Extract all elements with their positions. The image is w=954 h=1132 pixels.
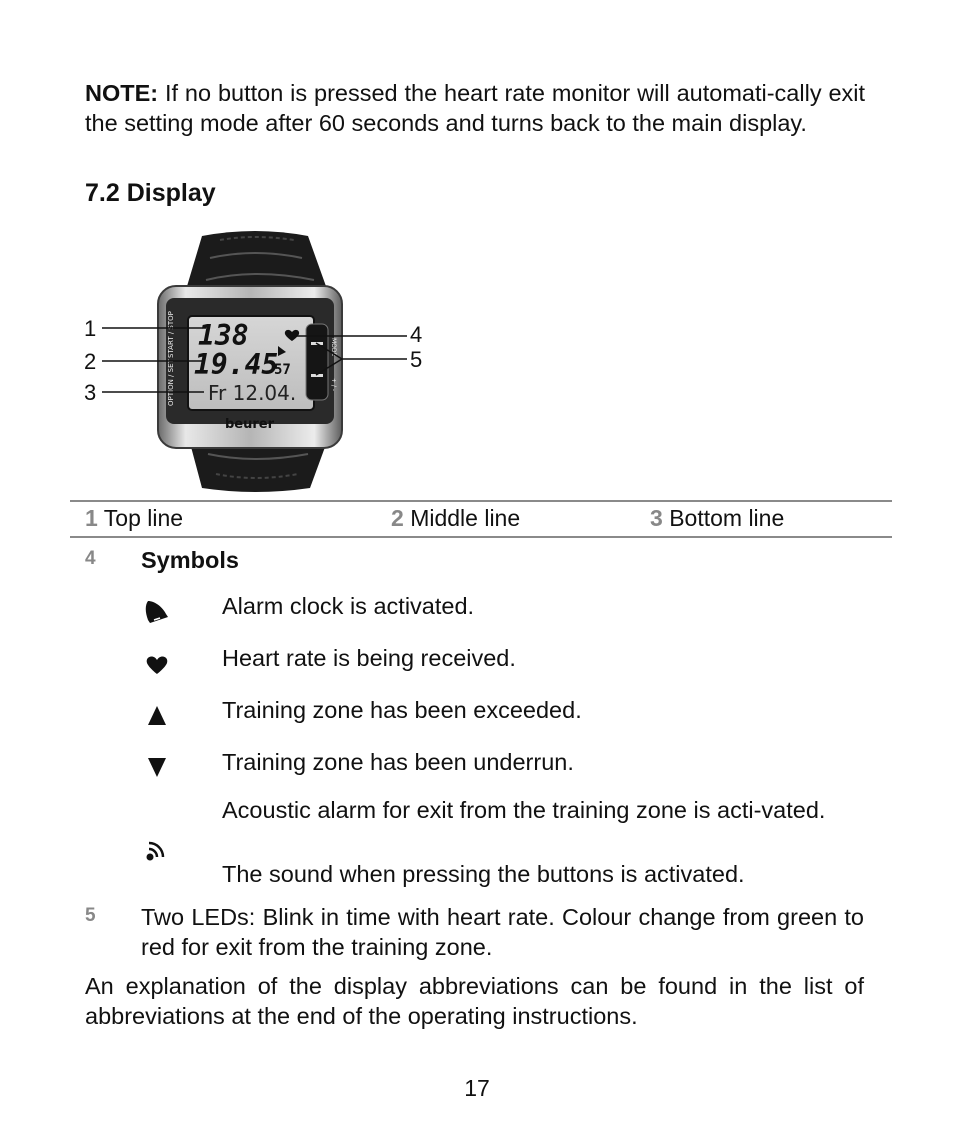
caption-label: Middle line [410,505,521,531]
footer-paragraph: An explanation of the display abbreviations can be found in the list of abbreviations at the end of the operating instructions. [85,973,864,1029]
symbol-text-button-sound: The sound when pressing the buttons is activated. [222,861,745,887]
label-mode: MODE [330,338,337,357]
callout-2: 2 [84,349,97,374]
symbol-text-underrun: Training zone has been underrun. [222,749,574,775]
callout-1: 1 [84,316,97,341]
caption-label: Bottom line [669,505,785,531]
symbols-heading: Symbols [141,547,239,573]
caption-num: 2 [391,505,404,531]
symbol-text-alarm: Alarm clock is activated. [222,593,475,619]
callout-5: 5 [410,347,423,372]
note-text: If no button is pressed the heart rate monitor will automati-cally exit the setting mode after 60 seconds and turns back to the main display. [85,80,866,136]
caption-3 [650,505,784,532]
symbol-text-acoustic: Acoustic alarm for exit from the training zone is acti-vated. [222,797,826,823]
triangle-up-icon [144,703,170,729]
caption-label: Top line [103,505,184,531]
lcd-middle-small: 57 [274,362,291,378]
item-5-text: Two LEDs: Blink in time with heart rate. Colour change from green to red for exit from the training zone. [141,904,864,960]
watch-illustration [70,228,430,493]
watch-figure [70,228,430,493]
label-start-stop: START / STOP [167,311,175,358]
callout-3: 3 [84,380,97,405]
caption-rule-bottom [70,536,892,538]
heart-icon [144,652,170,678]
note-paragraph [85,78,865,138]
caption-rule-top [70,500,892,502]
alarm-bell-icon [144,598,170,624]
symbol-text-heart: Heart rate is being received. [222,645,516,671]
lcd-middle-line: 19.45 [194,348,279,381]
brand-logo: beurer [225,417,275,432]
caption-2 [391,505,520,532]
label-option-set: OPTION / SET [167,359,175,406]
triangle-down-icon [144,754,170,780]
symbol-text-exceeded: Training zone has been exceeded. [222,697,582,723]
item-4-number: 4 [85,548,96,569]
page-number: 17 [464,1075,490,1101]
sound-icon [144,836,170,862]
callout-4: 4 [410,322,423,347]
label-plus-minus: + / - [330,378,337,392]
caption-1 [85,505,183,532]
caption-num: 3 [650,505,663,531]
item-5-number: 5 [85,905,96,926]
note-label: NOTE: [85,80,159,106]
lcd-bottom-line: Fr 12.04. [208,381,297,405]
caption-num: 1 [85,505,98,531]
lcd-top-line: 138 [198,319,249,352]
section-title: 7.2 Display [85,179,216,207]
